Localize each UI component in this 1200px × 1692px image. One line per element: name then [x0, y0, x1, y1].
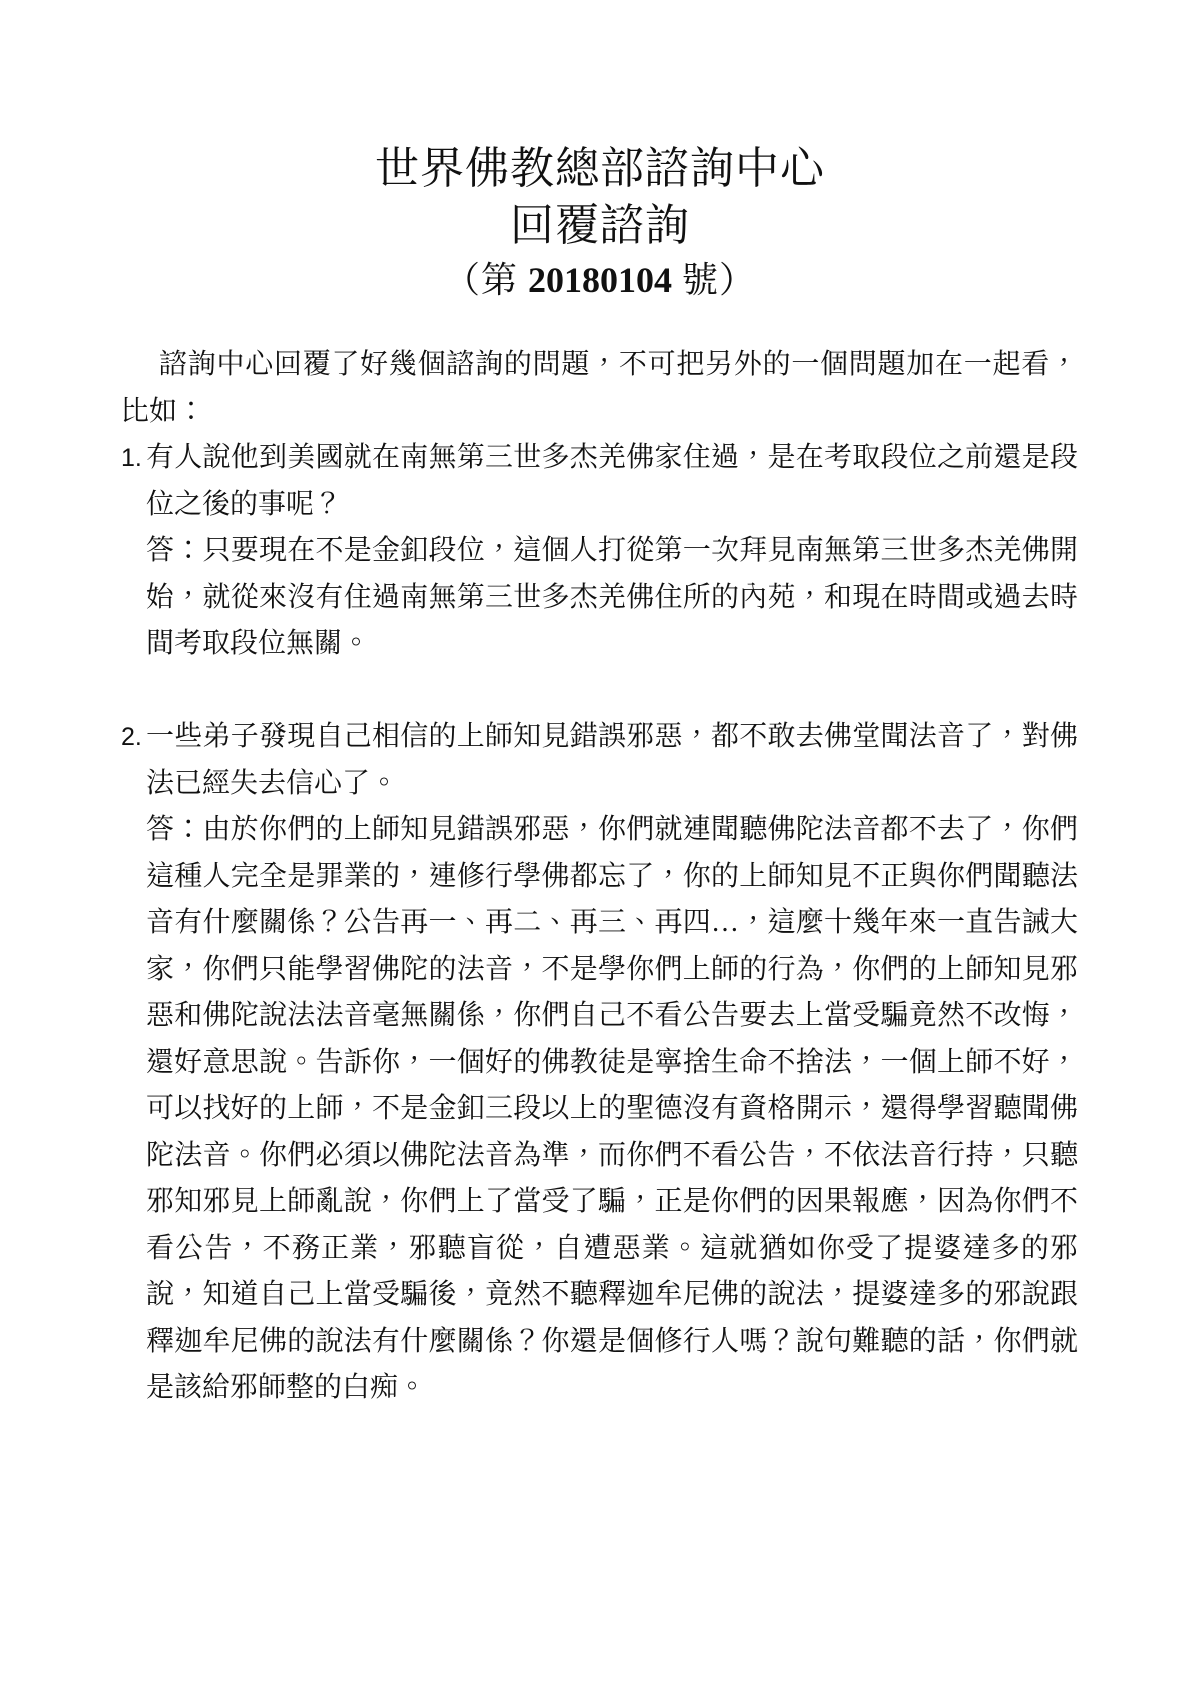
qa-item-1-content	[146, 435, 1078, 668]
qa-item-1-question: 有人說他到美國就在南無第三世多杰羌佛家住過，是在考取段位之前還是段位之後的事呢？	[146, 442, 1078, 520]
qa-item-1-answer: 答：只要現在不是金釦段位，這個人打從第一次拜見南無第三世多杰羌佛開始，就從來沒有住過南無第三世多杰羌佛住所的內苑，和現在時間或過去時間考取段位無關。	[146, 535, 1078, 659]
qa-item-2-content	[146, 714, 1078, 1412]
document-number-line	[0, 256, 1200, 304]
qa-item-2	[121, 714, 1078, 1412]
document-number-suffix: 號）	[672, 260, 757, 300]
document-page	[0, 140, 1200, 1692]
document-title-line-1: 世界佛教總部諮詢中心	[375, 144, 825, 193]
qa-item-1-number: 1.	[121, 444, 142, 472]
qa-item-2-answer: 答：由於你們的上師知見錯誤邪惡，你們就連聞聽佛陀法音都不去了，你們這種人完全是罪業的，連修行學佛都忘了，你的上師知見不正與你們聞聽法音有什麼關係？公告再一、再二、再三、再四…，這麼十幾年來一直告誡大家，你們只能學習佛陀的法音，不是學你們上師的行為，你們的上師知見邪惡和佛陀說法法音毫無關係，你們自己不看公告要去上當受騙竟然不改悔，還好意思說。告訴你，一個好的佛教徒是寧捨生命不捨法，一個上師不好，可以找好的上師，不是金釦三段以上的聖德沒有資格開示，還得學習聽聞佛陀法音。你們必須以佛陀法音為準，而你們不看公告，不依法音行持，只聽邪知邪見上師亂說，你們上了當受了騙，正是你們的因果報應，因為你們不看公告，不務正業，邪聽盲從，自遭惡業。這就猶如你受了提婆達多的邪說，知道自己上當受騙後，竟然不聽釋迦牟尼佛的說法，提婆達多的邪說跟釋迦牟尼佛的說法有什麼關係？你還是個修行人嗎？說句難聽的話，你們就是該給邪師整的白痴。	[146, 814, 1078, 1403]
document-header	[0, 140, 1200, 304]
document-title-line-2: 回覆諮詢	[510, 201, 690, 250]
qa-item-2-question: 一些弟子發現自己相信的上師知見錯誤邪惡，都不敢去佛堂聞法音了，對佛法已經失去信心了。	[146, 721, 1078, 799]
document-number: 20180104	[528, 260, 672, 300]
document-body	[0, 342, 1200, 1412]
intro-paragraph: 諮詢中心回覆了好幾個諮詢的問題，不可把另外的一個問題加在一起看，比如：	[121, 349, 1078, 427]
qa-item-2-number: 2.	[121, 723, 142, 751]
document-number-prefix: （第	[443, 260, 528, 300]
qa-item-1	[121, 435, 1078, 668]
